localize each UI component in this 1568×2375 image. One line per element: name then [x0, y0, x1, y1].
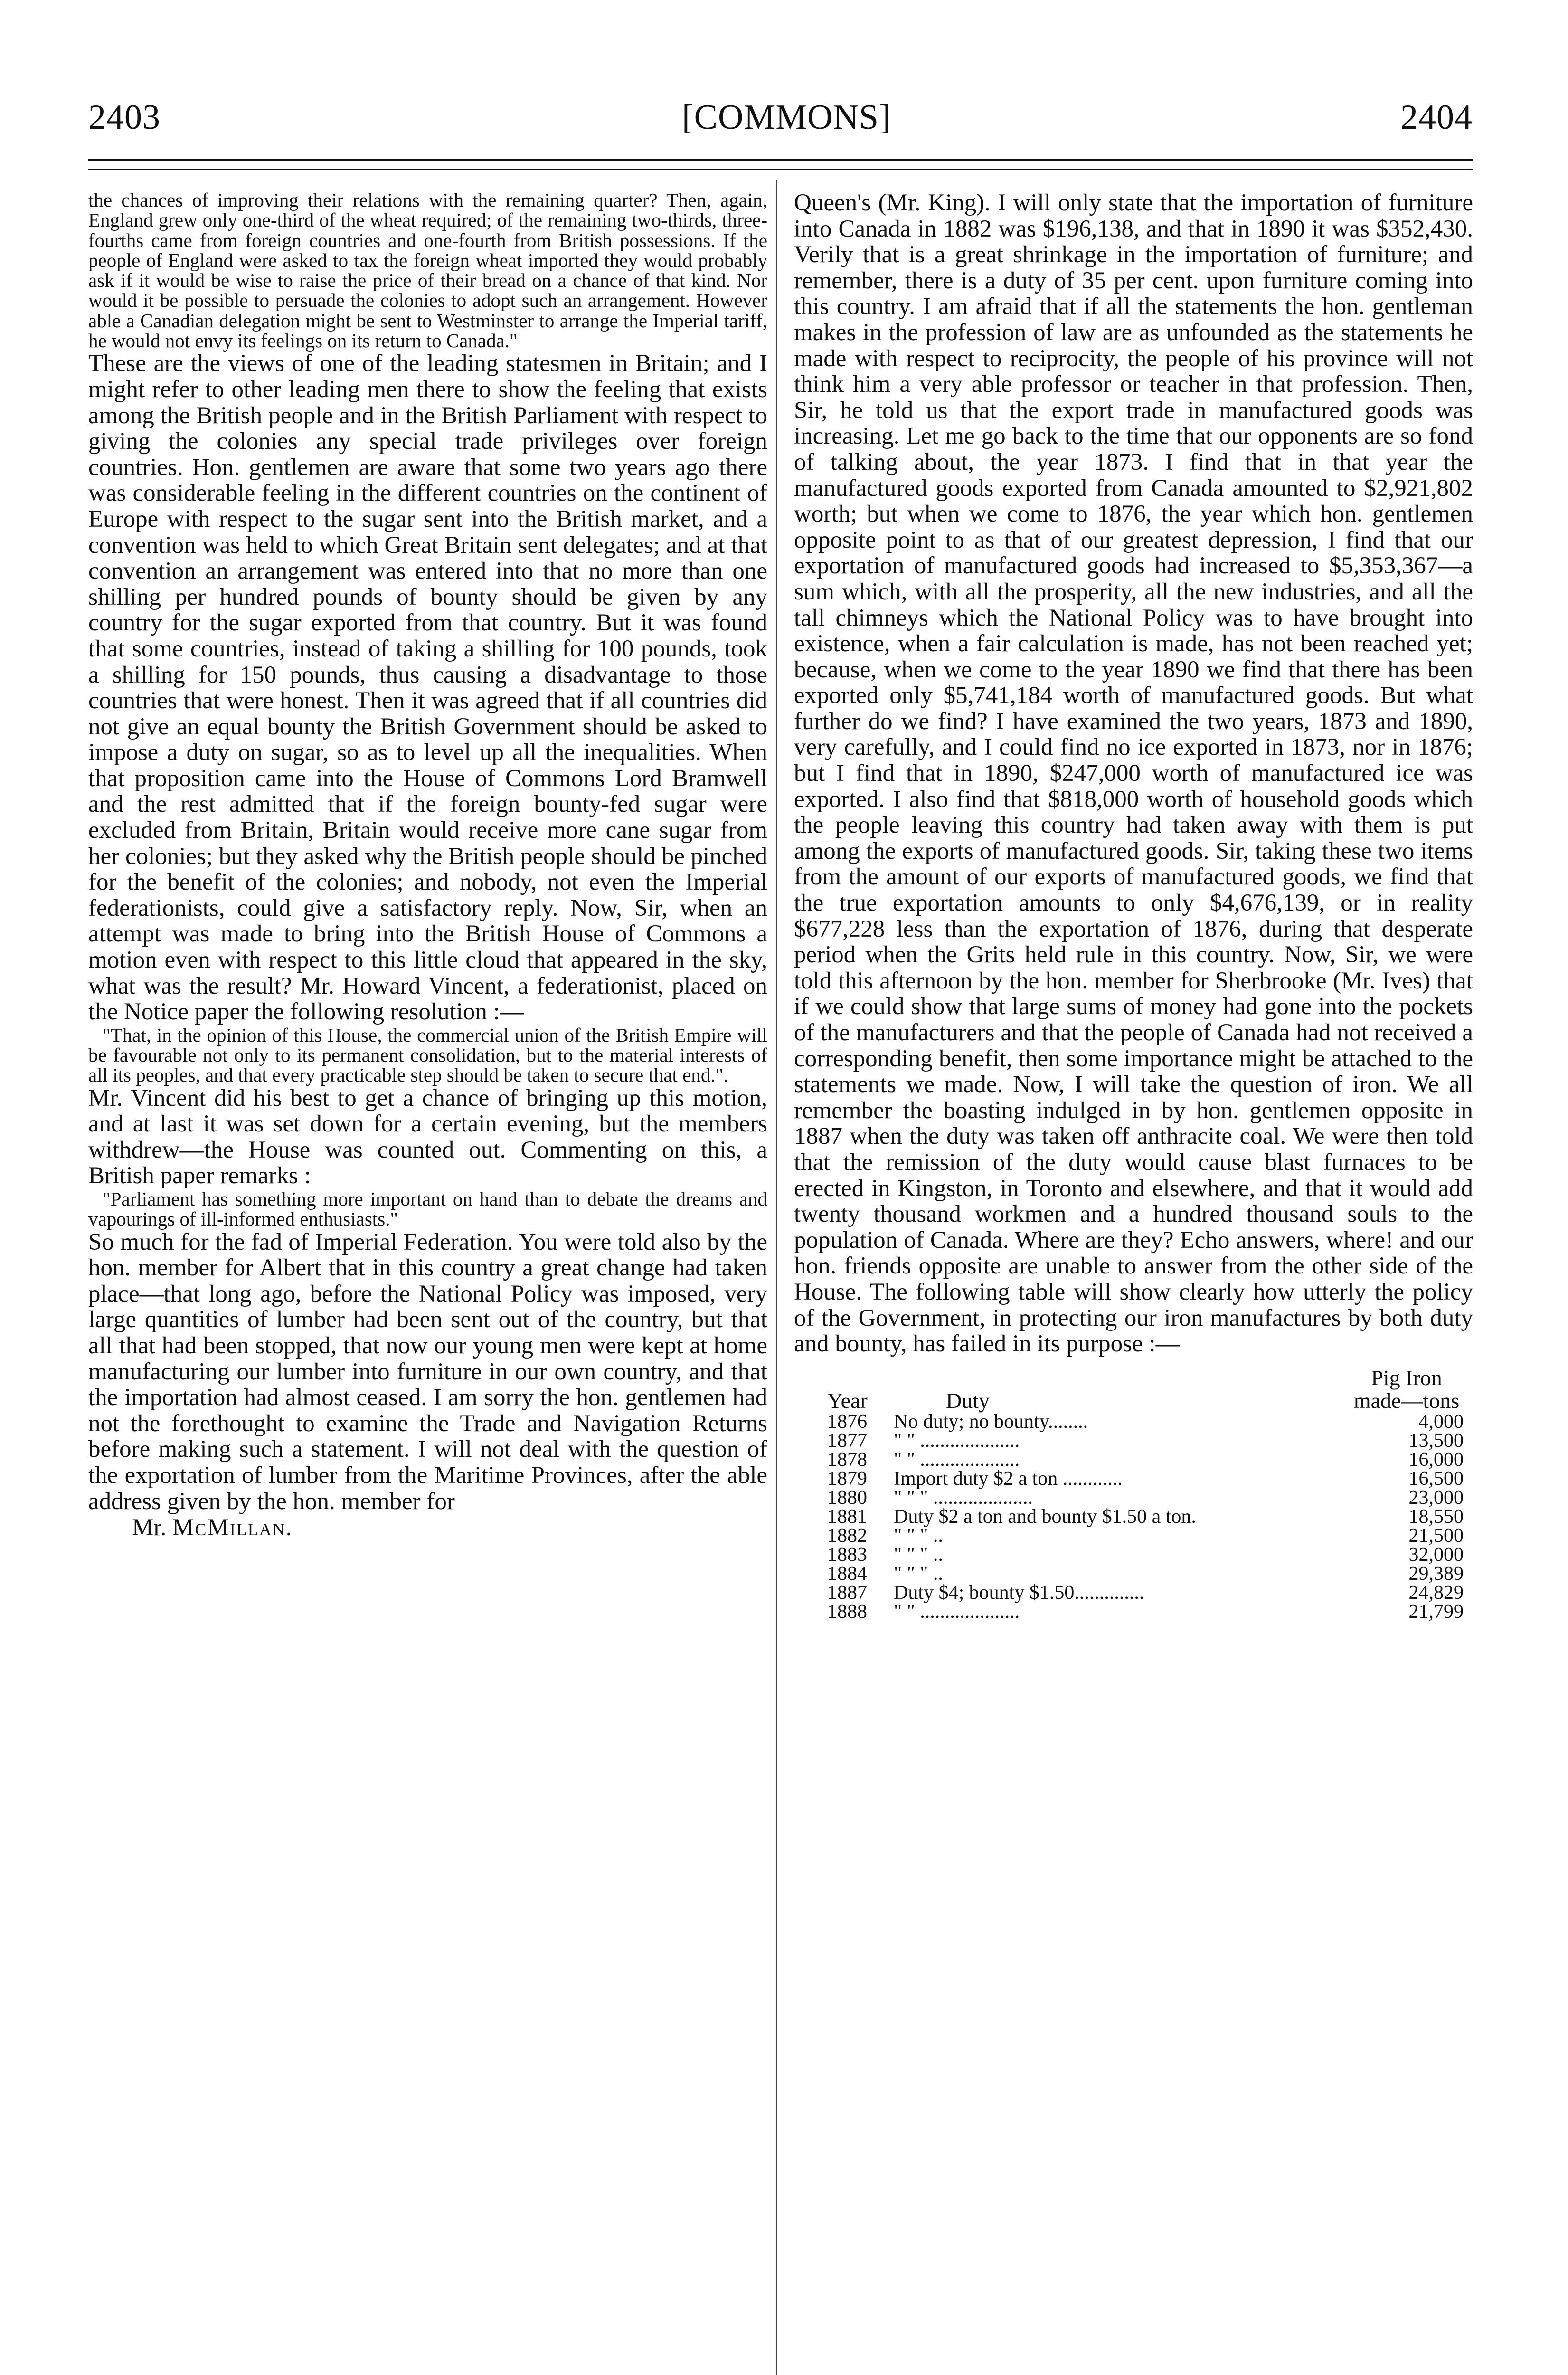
- tons-cell: 4,000: [1418, 1410, 1464, 1433]
- section-title: [COMMONS]: [682, 98, 891, 137]
- year-cell: 1880: [827, 1486, 867, 1509]
- newspaper-quote: "Parliament has something more important on hand than to debate the dreams and vapourings of ill-informed enthusiasts.": [88, 1188, 767, 1230]
- duty-cell: Import duty $2 a ton ............: [894, 1467, 1123, 1490]
- tons-cell: 21,799: [1408, 1600, 1464, 1623]
- tons-cell: 21,500: [1408, 1524, 1464, 1547]
- duty-header-spacer: [884, 1367, 1350, 1389]
- year-cell: 1883: [827, 1543, 867, 1566]
- year-header-label: Year: [827, 1388, 868, 1413]
- quote-block: the chances of improving their relations with the remaining quarter? Then, again, England grew only one-third of the wheat required; of the remaining two-thirds, three-fourths came from foreign countries and one-fourth from British possessions. If the people of England were asked to tax the foreign wheat imported they would probably ask if it would be wise to raise the price of their bread on a chance of that kind. Nor would it be possible to persuade the colonies to adopt such an arrangement. However able a Canadian delegation might be sent to Westminster to arrange the Imperial tariff, he would not envy its feelings on its return to Canada.": [88, 189, 767, 352]
- duty-cell: " " " ..: [894, 1524, 943, 1547]
- resolution-quote: "That, in the opinion of this House, the commercial union of the British Empire will be favourable not only to its permanent consolidation, but to the material interests of all its peoples, and that every practicable step should be taken to secure that end.".: [88, 1024, 767, 1086]
- made-header-line1: Pig Iron: [1371, 1365, 1442, 1390]
- duty-cell: " " ....................: [894, 1600, 1020, 1623]
- duty-cell: Duty $4; bounty $1.50..............: [894, 1581, 1144, 1604]
- duty-header-label: Duty: [946, 1388, 990, 1413]
- year-cell: 1881: [827, 1505, 867, 1528]
- table-row: [827, 1507, 1464, 1526]
- speaker-name: McMillan.: [172, 1514, 293, 1541]
- year-cell: 1887: [827, 1581, 867, 1604]
- header-rule-thin: [88, 169, 1473, 170]
- page-header: [88, 97, 1473, 140]
- table-row: [827, 1488, 1464, 1507]
- table-row: [827, 1602, 1464, 1621]
- year-cell: 1882: [827, 1524, 867, 1547]
- right-column: [794, 190, 1473, 1621]
- pig-iron-table: [827, 1367, 1464, 1621]
- year-cell: 1878: [827, 1448, 867, 1471]
- speaker-signature: [88, 1514, 767, 1541]
- duty-cell: " " ....................: [894, 1448, 1020, 1471]
- duty-cell: " " ....................: [894, 1429, 1020, 1452]
- header-rule-thick: [88, 159, 1473, 161]
- signature-prefix: Mr.: [132, 1514, 167, 1541]
- table-row: [827, 1412, 1464, 1431]
- page-number-left: 2403: [88, 98, 161, 137]
- duty-cell: " " " ....................: [894, 1486, 1033, 1509]
- year-cell: 1884: [827, 1562, 867, 1585]
- tons-cell: 16,000: [1408, 1448, 1464, 1471]
- duty-cell: No duty; no bounty........: [894, 1410, 1088, 1433]
- left-column: [88, 190, 767, 1541]
- column-divider: [776, 180, 777, 2375]
- table-row: [827, 1469, 1464, 1488]
- tons-cell: 16,500: [1408, 1467, 1464, 1490]
- tons-cell: 24,829: [1408, 1581, 1464, 1604]
- tons-cell: 29,389: [1408, 1562, 1464, 1585]
- year-cell: 1876: [827, 1410, 867, 1433]
- tons-cell: 32,000: [1408, 1543, 1464, 1566]
- year-cell: 1879: [827, 1467, 867, 1490]
- year-cell: 1877: [827, 1429, 867, 1452]
- table-row: [827, 1545, 1464, 1564]
- duty-cell: Duty $2 a ton and bounty $1.50 a ton.: [894, 1505, 1196, 1528]
- table-row: [827, 1564, 1464, 1583]
- made-header-line2: made—tons: [1353, 1388, 1460, 1413]
- paragraph: Mr. Vincent did his best to get a chance of bringing up this motion, and at last it was set down for a certain evening, but the members withdrew—the House was counted out. Commenting on this, a British paper remarks :: [88, 1084, 767, 1189]
- paragraph: Queen's (Mr. King). I will only state that the importation of furniture into Canada in 1882 was $196,138, and that in 1890 it was $352,430. Verily that is a great shrinkage in the importation of furniture; and remember, there is a duty of 35 per cent. upon furniture coming into this country. I am afraid that if all the statements the hon. gentleman makes in the profession of law are as unfounded as the statements he made with respect to reciprocity, the people of his province will not think him a very able professor or teacher in that profession. Then, Sir, he told us that the export trade in manufactured goods was increasing. Let me go back to the time that our opponents are so fond of talking about, the year 1873. I find that in that year the manufactured goods exported from Canada amounted to $2,921,802 worth; but when we come to 1876, the year which hon. gentlemen opposite point to as that of our greatest depression, I find that our exportation of manufactured goods had increased to $5,353,367—a sum which, with all the prosperity, all the new industries, and all the tall chimneys which the National Policy was to have brought into existence, when a fair calculation is made, has not been reached yet; because, when we come to the year 1890 we find that there has been exported only $5,741,184 worth of manufactured goods. But what further do we find? I have examined the two years, 1873 and 1890, very carefully, and I could find no ice exported in 1873, nor in 1876; but I find that in 1890, $247,000 worth of manufactured ice was exported. I also find that $818,000 worth of household goods which the people leaving this country had taken away with them is put among the exports of manufactured goods. Sir, taking these two items from the amount of our exports of manufactured goods, we find that the true exportation amounts to only $4,676,139, or in reality $677,228 less than the exportation of 1876, during that desperate period when the Grits held rule in this country. Now, Sir, we were told this afternoon by the hon. member for Sherbrooke (Mr. Ives) that if we could show that large sums of money had gone into the pockets of the manufacturers and that the people of Canada had not received a corresponding benefit, then some importance might be attached to the statements we made. Now, I will take the question of iron. We all remember the boasting indulged in by hon. gentlemen opposite in 1887 when the duty was taken off anthracite coal. We were then told that the remission of the duty would cause blast furnaces to be erected in Kingston, in Toronto and elsewhere, and that it would add twenty thousand workmen and a hundred thousand souls to the population of Canada. Where are they? Echo answers, where! and our hon. friends opposite are unable to answer from the other side of the House. The following table will show clearly how utterly the policy of the Government, in protecting our iron manufactures by both duty and bounty, has failed in its purpose :—: [794, 190, 1473, 1358]
- duty-cell: " " " ..: [894, 1543, 943, 1566]
- table-row: [827, 1431, 1464, 1450]
- tons-cell: 13,500: [1408, 1429, 1464, 1452]
- paragraph: So much for the fad of Imperial Federation. You were told also by the hon. member for Albert that in this country a great change had taken place—that long ago, before the National Policy was imposed, very large quantities of lumber had been sent out of the country, but that all that had been stopped, that now our young men were kept at home manufacturing our lumber into furniture in our own country, and that the importation had almost ceased. I am sorry the hon. gentlemen had not the forethought to examine the Trade and Navigation Returns before making such a statement. I will not deal with the question of the exportation of lumber from the Maritime Provinces, after the able address given by the hon. member for: [88, 1228, 767, 1515]
- year-cell: 1888: [827, 1600, 867, 1623]
- paragraph: These are the views of one of the leading statesmen in Britain; and I might refer to other leading men there to show the feeling that exists among the British people and in the British Parliament with respect to giving the colonies any special trade privileges over foreign countries. Hon. gentlemen are aware that some two years ago there was considerable feeling in the different countries on the continent of Europe with respect to the sugar sent into the British market, and a convention was held to which Great Britain sent delegates; and at that convention an arrangement was entered into that no more than one shilling per hundred pounds of bounty should be given by any country for the sugar exported from that country. But it was found that some countries, instead of taking a shilling for 100 pounds, took a shilling for 150 pounds, thus causing a disadvantage to those countries that were honest. Then it was agreed that if all countries did not give an equal bounty the British Government should be asked to impose a duty on sugar, so as to level up all the inequalities. When that proposition came into the House of Commons Lord Bramwell and the rest admitted that if the foreign bounty-fed sugar were excluded from Britain, Britain would receive more cane sugar from her colonies; but they asked why the British people should be pinched for the benefit of the colonies; and nobody, not even the Imperial federationists, could give a satisfactory reply. Now, Sir, when an attempt was made to bring into the British House of Commons a motion even with respect to this little cloud that appeared in the sky, what was the result? Mr. Howard Vincent, a federationist, placed on the Notice paper the following resolution :—: [88, 350, 767, 1026]
- duty-cell: " " " ..: [894, 1562, 943, 1585]
- page-number-right: 2404: [1400, 98, 1473, 137]
- tons-cell: 23,000: [1408, 1486, 1464, 1509]
- year-header: [827, 1367, 884, 1389]
- table-row: [827, 1450, 1464, 1469]
- table-row: [827, 1526, 1464, 1545]
- table-row: [827, 1583, 1464, 1602]
- tons-cell: 18,550: [1408, 1505, 1464, 1528]
